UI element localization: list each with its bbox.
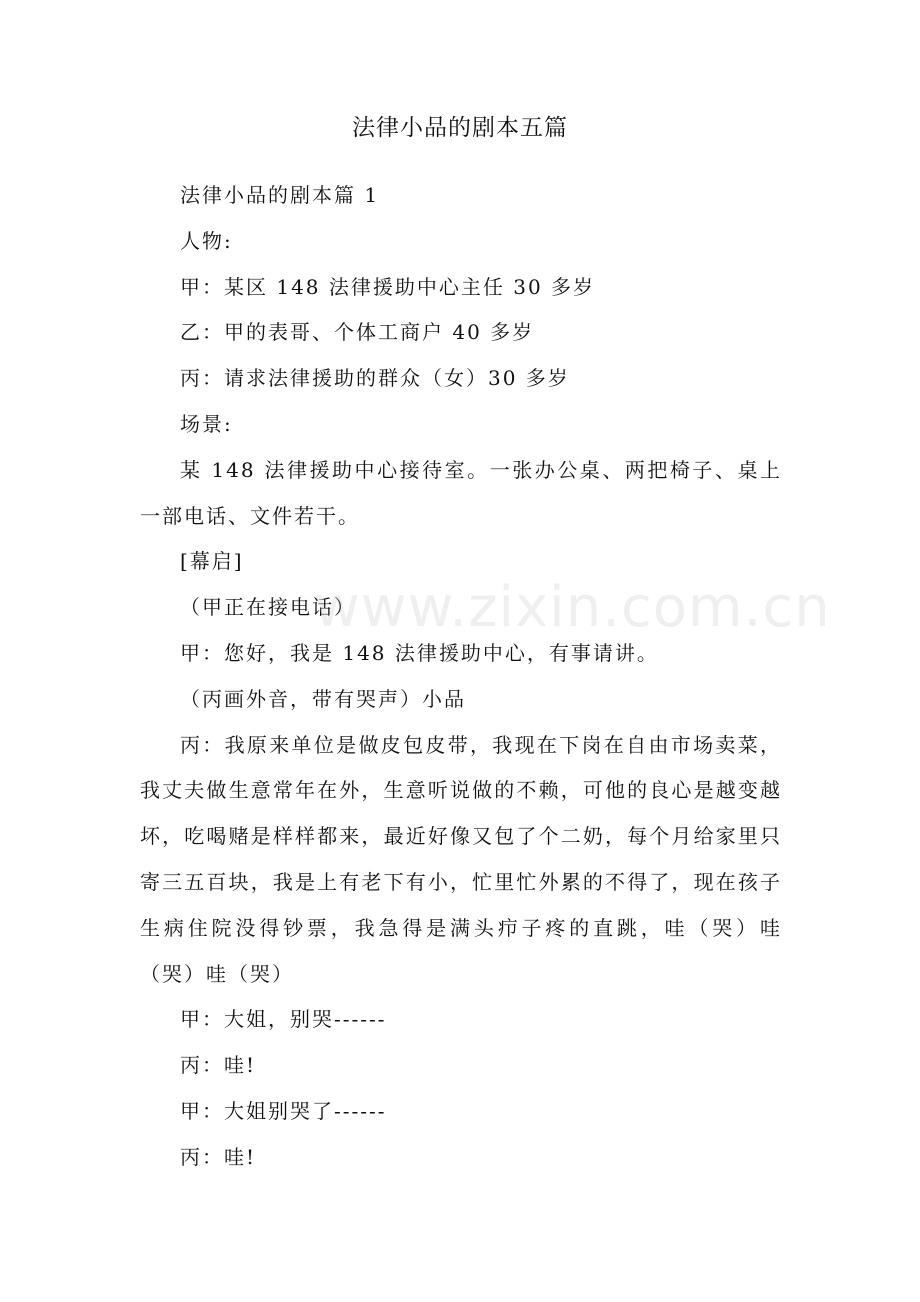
character-bing: 丙：请求法律援助的群众（女）30 多岁 [180,366,570,391]
document-body [140,173,782,1181]
dialogue-line: 丙：哇! [180,1144,257,1169]
scene-description: 某 148 法律援助中心接待室。一张办公桌、两把椅子、桌上一部电话、文件若干。 [140,457,782,528]
dialogue-line: 甲：大姐别哭了------ [180,1098,387,1123]
dialogue-line: 甲：您好，我是 148 法律援助中心，有事请讲。 [180,640,659,665]
character-jia: 甲：某区 148 法律援助中心主任 30 多岁 [180,274,596,299]
character-yi: 乙：甲的表哥、个体工商户 40 多岁 [180,320,535,345]
stage-direction: （甲正在接电话） [180,595,356,620]
scene-label: 场景: [180,411,233,436]
stage-direction: （丙画外音，带有哭声）小品 [180,686,466,711]
dialogue-line: 丙：哇! [180,1053,257,1078]
dialogue-line: 丙：我原来单位是做皮包皮带，我现在下岗在自由市场卖菜，我丈夫做生意常年在外，生意听说做的不赖，可他的良心是越变越坏，吃喝赌是样样都来，最近好像又包了个二奶，每个月给家里只寄三五百块，我是上有老下有小，忙里忙外累的不得了，现在孩子生病住院没得钞票，我急得是满头疖子疼的直跳，哇（哭）哇（哭）哇（哭） [140,732,782,986]
characters-label: 人物: [180,228,233,253]
dialogue-line: 甲：大姐，别哭------ [180,1007,387,1032]
section-heading: 法律小品的剧本篇 1 [180,183,380,207]
curtain-up: [幕启] [180,549,244,574]
watermark: www.zixin.com.cn [314,575,831,640]
document-title: 法律小品的剧本五篇 [352,115,568,141]
